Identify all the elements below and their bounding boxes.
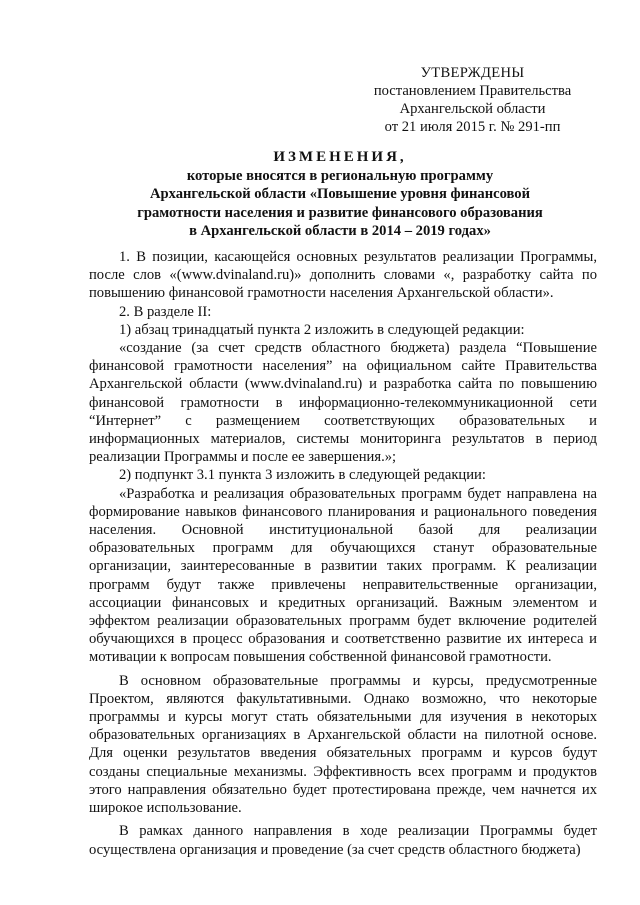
approval-heading: УТВЕРЖДЕНЫ [420,65,525,81]
paragraph-item-1: 1. В позиции, касающейся основных результатов реализации Программы, после слов «(www.dvinaland.ru)» дополнить словами «, разработку сайта по повышению финансовой грамотности населения Архангельской области». [89,249,597,302]
title-line: Архангельской области «Повышение уровня финансовой [149,186,531,202]
title-line: которые вносятся в региональную программу [186,167,494,184]
paragraph-quote-2: «Разработка и реализация образовательных программ будет направлена на формирование навыков финансового планирования и рационального поведения населения. Основной институциональной базой для реализации образовательных программ для обучающихся станут образовательные организации, заинтересованные в развитии таких программ. К реализации программ будут также привлечены неправительственные организации, ассоциации финансовых и кредитных организаций. Важным элементом и эффектом реализации образовательных программ будет включение родителей обучающихся в процесс образования и соответственно развитие их интереса и мотивации к вопросам повышения собственной финансовой грамотности. [89,485,597,666]
title-line: грамотности населения и развитие финансового образования [137,204,543,221]
document-body [89,248,597,859]
paragraph-subitem-1: 1) абзац тринадцатый пункта 2 изложить в следующей редакции: [119,321,525,338]
paragraph-quote-1: «создание (за счет средств областного бюджета) раздела “Повышение финансовой грамотности населения” на официальном сайте Правительства Архангельской области (www.dvinaland.ru) и разработка сайта по повышению финансовой грамотности в информационно-телекоммуникационной сети “Интернет” с размещением соответствующих образовательных и информационных материалов, системы мониторинга результатов в период реализации Программы и после ее завершения.»; [89,340,597,466]
approval-line: постановлением Правительства [373,83,572,99]
approval-line: Архангельской области [399,101,546,117]
document-title [90,148,590,241]
approval-stamp [360,64,585,136]
title-line: в Архангельской области в 2014 – 2019 годах» [189,223,491,239]
paragraph-body: В основном образовательные программы и курсы, предусмотренные Проектом, являются факультативными. Однако возможно, что некоторые программы и курсы могут стать обязательными для изучения в некоторых образовательных организациях в Архангельской области на пилотной основе. Для оценки результатов введения обязательных программ и курсов будут созданы специальные механизмы. Эффективность всех программ и продуктов этого направления обязательно будет протестирована прежде, чем начнется их широкое использование. [89,672,597,817]
paragraph-section-2: 2. В разделе II: [119,303,212,320]
paragraph-body: В рамках данного направления в ходе реализации Программы будет осуществлена организация и проведение (за счет средств областного бюджета) [89,823,597,858]
title-main: ИЗМЕНЕНИЯ, [273,149,407,165]
paragraph-subitem-2: 2) подпункт 3.1 пункта 3 изложить в следующей редакции: [119,467,486,484]
approval-date-line: от 21 июля 2015 г. № 291-пп [384,119,561,135]
